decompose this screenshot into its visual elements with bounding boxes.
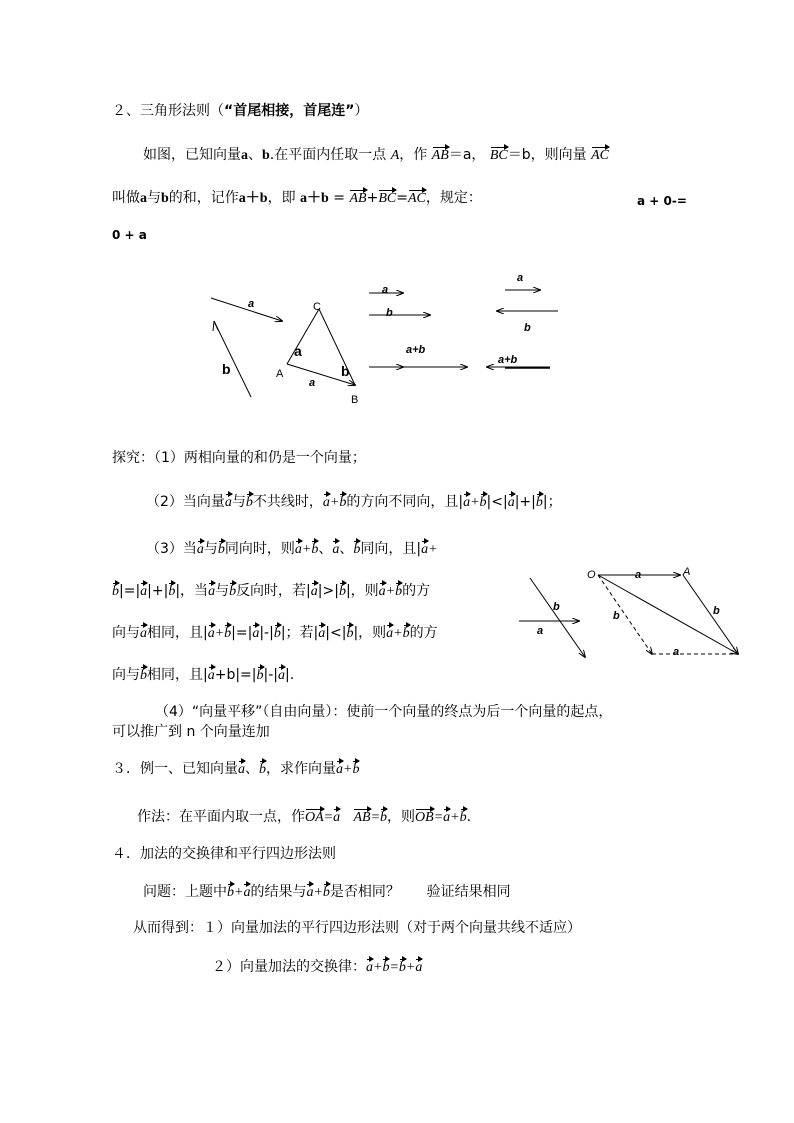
conclusion-1: 从而得到：１）向量加法的平行四边形法则（对于两个向量共线不适应） [133,920,581,936]
paragraph-line-2: 叫做a与b的和，记作a＋b，即 a＋b = AB+BC=AC，规定： [112,190,482,206]
point-4-line-1: （4）“向量平移”（自由向量）：使前一个向量的终点为后一个向量的起点， [155,704,613,720]
fig1-label-c: C [313,301,321,313]
fig1-triangle-bottom-a: a [309,377,316,389]
fig1-label-b: b [222,361,231,377]
fig2-left-b: b [553,601,560,613]
fig2-left-a: a [537,625,544,637]
fig1-same-sum: a+b [406,344,426,356]
fig2-dashed-b [598,575,652,654]
fig2-label-A: A [683,566,691,578]
question-line: 问题：上题中b+a的结果与a+b是否相同？ 验证结果相同 [143,884,511,900]
paragraph-line-1: 如图，已知向量a、b.在平面内任取一点 A，作 AB＝a， BC＝b，则向量 AC [143,147,609,163]
fig2-label-b: b [713,605,720,617]
fig1-opp-b: b [524,322,531,334]
conclusion-2: ２）向量加法的交换律：a+b=b+a [212,959,423,975]
fig2-ab [683,575,738,654]
fig2-label-a2: a [673,646,680,658]
explore-line-5: 向与a相同，且|a+b|=|a|-|b|；若|a|<|b|，则a+b的方 [112,625,438,641]
construction-method: 作法：在平面内取一点，作OA=a AB=b，则OB=a+b. [137,809,472,825]
fig1-label-B: B [351,394,359,406]
section-4-title: ４．加法的交换律和平行四边形法则 [112,846,336,862]
explore-line-4: b|=|a|+|b|，当a与b反向时，若|a|>|b|，则a+b的方 [112,583,431,599]
section-3-title: ３．例一、已知向量a、b，求作向量a+b [112,761,360,777]
fig1-same-a: a [382,284,389,296]
rule-formula-cont: 0 + a [112,228,147,242]
fig1-triangle-b: b [341,363,350,379]
fig1-triangle-a: a [294,343,302,359]
fig2-label-b2: b [613,610,620,622]
fig2-vector-b [530,578,585,657]
explore-line-3: （3）当a与b同向时，则a+b、a、b同向，且|a+ [146,541,438,557]
fig1-label-A: A [276,368,284,380]
fig1-label-a: a [248,298,255,310]
point-4-line-2: 可以推广到 n 个向量连加 [112,724,270,740]
explore-line-6: 向与b相同，且|a+b|=|b|-|a|. [112,667,295,683]
fig1-opp-a: a [517,272,524,284]
fig2-label-O: O [587,569,596,581]
explore-line-2: （2）当向量a与b不共线时，a+b的方向不同向，且|a+b|<|a|+|b|； [146,494,562,510]
fig2-label-a: a [635,569,642,581]
section-2-title: ２、三角形法则（“首尾相接，首尾连”） [112,103,369,119]
fig1-same-b: b [386,307,393,319]
rule-formula: a + 0-= [637,194,687,208]
fig1-opp-sum: a+b [498,354,518,366]
explore-line-1: 探究：（1）两相向量的和仍是一个向量； [112,450,366,466]
